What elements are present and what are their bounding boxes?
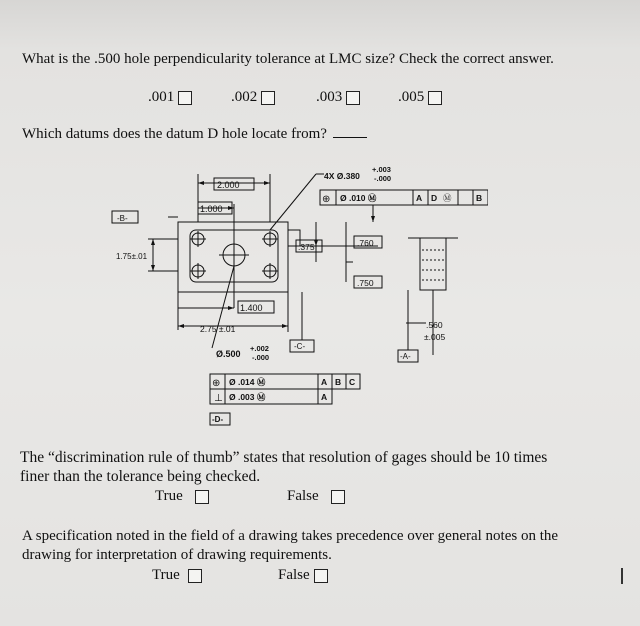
- q3-true-option[interactable]: [155, 488, 209, 505]
- question-4-line-1: A specification noted in the field of a drawing takes precedence over general notes on the: [22, 528, 559, 544]
- option-002-label: .002: [231, 89, 258, 105]
- option-003[interactable]: [316, 89, 360, 106]
- holes-4x-tol-minus: -.000: [374, 174, 392, 183]
- gdt-drawing-svg: [108, 160, 488, 430]
- holes-4x-size: 4X Ø.380: [324, 171, 360, 181]
- dim-760: .760: [357, 238, 374, 248]
- hole-500-tol-plus: +.002: [250, 344, 269, 353]
- hole-500-size: Ø.500: [216, 349, 241, 359]
- fcf-pos-datum-a: A: [321, 377, 328, 387]
- question-3-line-2: finer than the tolerance being checked.: [20, 468, 261, 485]
- fcf-4x-datum-d: D: [431, 193, 438, 203]
- dim-560: .560: [426, 320, 443, 330]
- q3-false-checkbox[interactable]: [331, 490, 345, 504]
- option-001-label: .001: [148, 89, 175, 105]
- q3-true-checkbox[interactable]: [195, 490, 209, 504]
- fcf-pos-datum-c: C: [349, 377, 356, 387]
- q4-true-option[interactable]: [152, 567, 202, 584]
- option-005[interactable]: [398, 89, 442, 106]
- question-4-line-2: drawing for interpretation of drawing requirements.: [22, 547, 332, 563]
- dim-1400: 1.400: [240, 303, 263, 313]
- dim-2000: 2.000: [217, 180, 240, 190]
- dim-750: .750: [357, 278, 374, 288]
- question-2: [22, 125, 367, 143]
- fcf-perp-tolerance: Ø .003 Ⓜ: [229, 392, 266, 402]
- option-005-label: .005: [398, 89, 425, 105]
- fcf-4x-datum-d-modifier: Ⓜ: [443, 193, 452, 203]
- question-1-text: What is the .500 hole perpendicularity tolerance at LMC size? Check the correct answer.: [22, 51, 554, 67]
- dim-560-tol: ±.005: [424, 332, 446, 342]
- dim-175: 1.75±.01: [116, 252, 148, 261]
- fcf-4x-datum-a: A: [416, 193, 423, 203]
- holes-4x-tol-plus: +.003: [372, 165, 391, 174]
- option-002[interactable]: [231, 89, 275, 106]
- dim-1000: 1.000: [200, 204, 223, 214]
- text-cursor: [621, 568, 623, 584]
- option-001-checkbox[interactable]: [178, 91, 192, 105]
- datum-a-label: -A-: [400, 352, 411, 361]
- fcf-pos-datum-b: B: [335, 377, 342, 387]
- q4-false-checkbox[interactable]: [314, 569, 328, 583]
- datum-d-label: -D-: [212, 415, 224, 424]
- option-005-checkbox[interactable]: [428, 91, 442, 105]
- gdt-drawing: [108, 160, 488, 430]
- option-003-label: .003: [316, 89, 343, 105]
- fcf-perp-datum-a: A: [321, 392, 328, 402]
- dim-375: .375: [298, 242, 315, 252]
- dim-275: 2.75 ±.01: [200, 324, 236, 334]
- question-2-text: Which datums does the datum D hole locate from?: [22, 126, 327, 142]
- answer-blank[interactable]: [333, 125, 367, 138]
- fcf-4x-tolerance: Ø .010 Ⓜ: [340, 193, 377, 203]
- q4-false-option[interactable]: [278, 567, 328, 584]
- datum-b-label: -B-: [117, 214, 128, 223]
- fcf-4x-symbol: ⊕: [322, 194, 331, 205]
- option-001[interactable]: [148, 89, 192, 106]
- hole-500-tol-minus: -.000: [252, 353, 270, 362]
- q3-true-label: True: [155, 488, 183, 504]
- question-3-line-1: The “discrimination rule of thumb” states that resolution of gages should be 10 times: [20, 449, 548, 466]
- side-view: [420, 238, 446, 290]
- datum-c-label: -C-: [294, 342, 306, 351]
- option-003-checkbox[interactable]: [346, 91, 360, 105]
- fcf-pos-tolerance: Ø .014 Ⓜ: [229, 377, 266, 387]
- q3-false-label: False: [287, 488, 319, 504]
- fcf-pos-symbol: ⊕: [212, 378, 221, 389]
- q4-true-checkbox[interactable]: [188, 569, 202, 583]
- fcf-4x-datum-b: B: [476, 193, 483, 203]
- option-002-checkbox[interactable]: [261, 91, 275, 105]
- q3-false-option[interactable]: [287, 488, 345, 505]
- fcf-perp-symbol: ⊥: [214, 393, 223, 404]
- q4-true-label: True: [152, 567, 180, 583]
- q4-false-label: False: [278, 567, 310, 583]
